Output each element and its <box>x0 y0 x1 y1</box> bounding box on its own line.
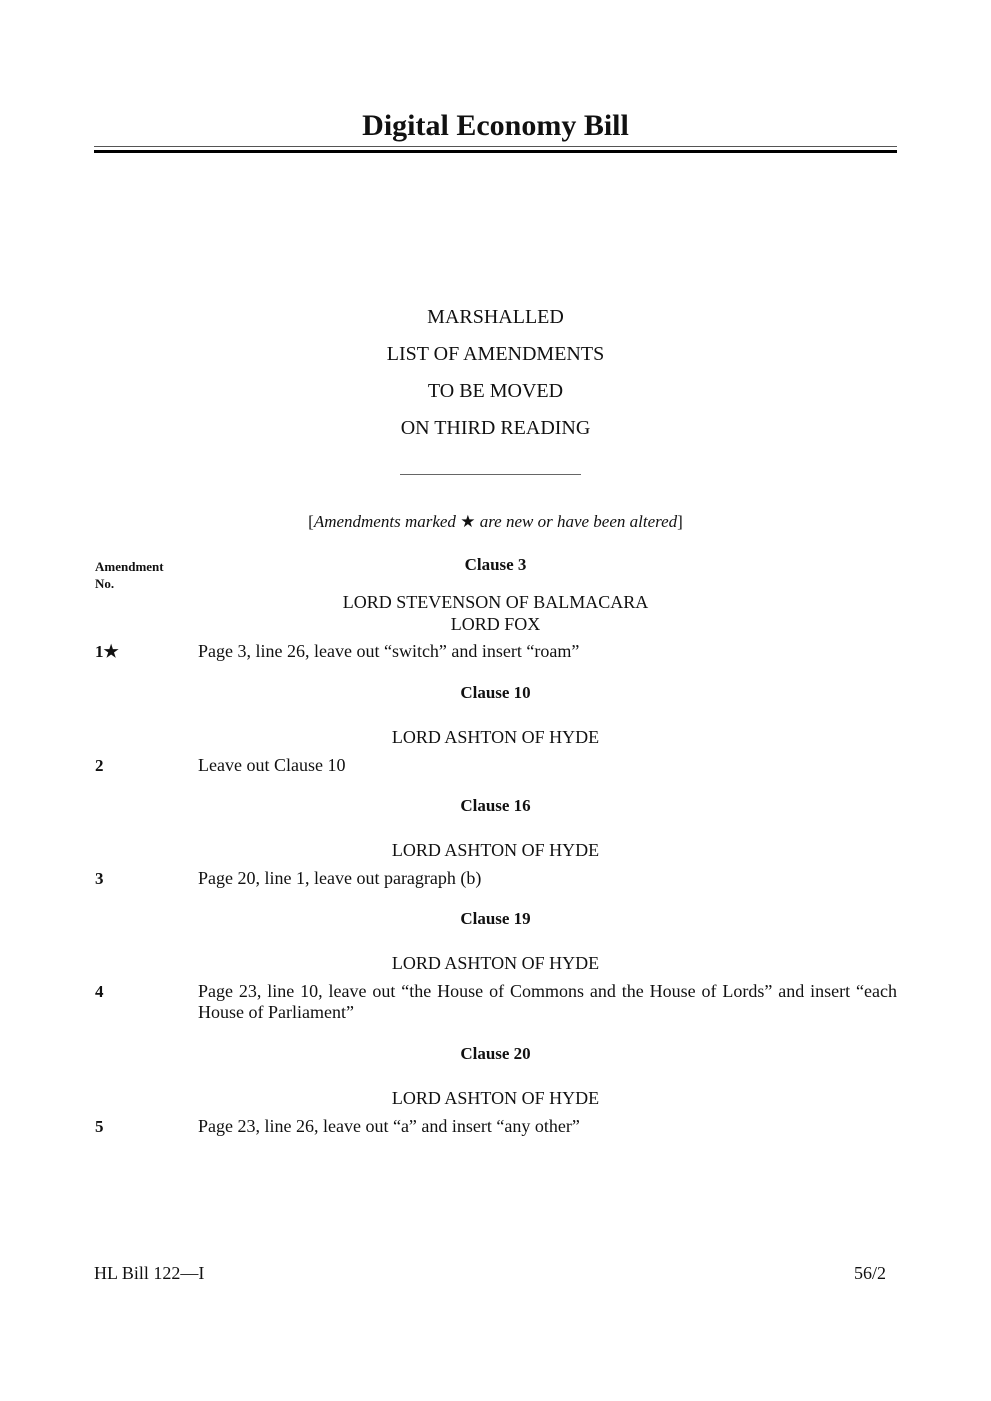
amendment-text: Leave out Clause 10 <box>198 755 346 775</box>
amendments-note <box>94 512 897 532</box>
clause-heading: Clause 20 <box>460 1044 531 1063</box>
column-header-line2: No. <box>95 576 115 591</box>
note-text-after: are new or have been altered <box>475 512 678 531</box>
amendment-text: Page 3, line 26, leave out “switch” and insert “roam” <box>198 641 580 661</box>
member-name: LORD ASHTON OF HYDE <box>391 840 600 860</box>
member-name: LORD ASHTON OF HYDE <box>391 1088 600 1108</box>
amendment-text: Page 23, line 26, leave out “a” and insert “any other” <box>198 1116 580 1136</box>
star-icon: ★ <box>460 512 476 531</box>
member-name: LORD FOX <box>450 614 541 634</box>
note-text-before: Amendments marked <box>313 512 461 531</box>
column-header-line1: Amendment <box>95 559 164 574</box>
member-name: LORD ASHTON OF HYDE <box>391 727 600 747</box>
amendment-text: Page 20, line 1, leave out paragraph (b) <box>198 868 482 888</box>
clause-heading: Clause 16 <box>460 796 531 815</box>
document-title: Digital Economy Bill <box>362 109 629 142</box>
footer-page-code: 56/2 <box>853 1263 886 1283</box>
clause-heading: Clause 3 <box>464 555 527 574</box>
title-rule-thick <box>94 150 897 153</box>
heading-line-list-of-amendments: LIST OF AMENDMENTS <box>386 343 605 365</box>
footer-bill-reference: HL Bill 122—I <box>94 1263 205 1283</box>
list-heading <box>94 303 897 451</box>
clause-heading: Clause 19 <box>460 909 531 928</box>
heading-separator <box>400 474 581 475</box>
note-open-bracket: [ <box>308 512 314 531</box>
heading-line-to-be-moved: TO BE MOVED <box>427 380 564 402</box>
title-rule-thin <box>94 146 897 147</box>
amendment-number: 4 <box>95 982 104 1001</box>
amendment-number: 5 <box>95 1117 104 1136</box>
member-name: LORD ASHTON OF HYDE <box>391 953 600 973</box>
amendment-text: Page 23, line 10, leave out “the House of Commons and the House of Lords” and insert “each House of Parliament” <box>198 981 897 1022</box>
amendment-number: 1★ <box>95 642 119 661</box>
member-name: LORD STEVENSON OF BALMACARA <box>342 592 649 612</box>
note-close-bracket: ] <box>677 512 683 531</box>
heading-line-third-reading: ON THIRD READING <box>400 417 591 439</box>
amendment-number: 2 <box>95 756 104 775</box>
amendment-number: 3 <box>95 869 104 888</box>
heading-line-marshalled: MARSHALLED <box>427 306 564 328</box>
clause-heading: Clause 10 <box>460 683 531 702</box>
